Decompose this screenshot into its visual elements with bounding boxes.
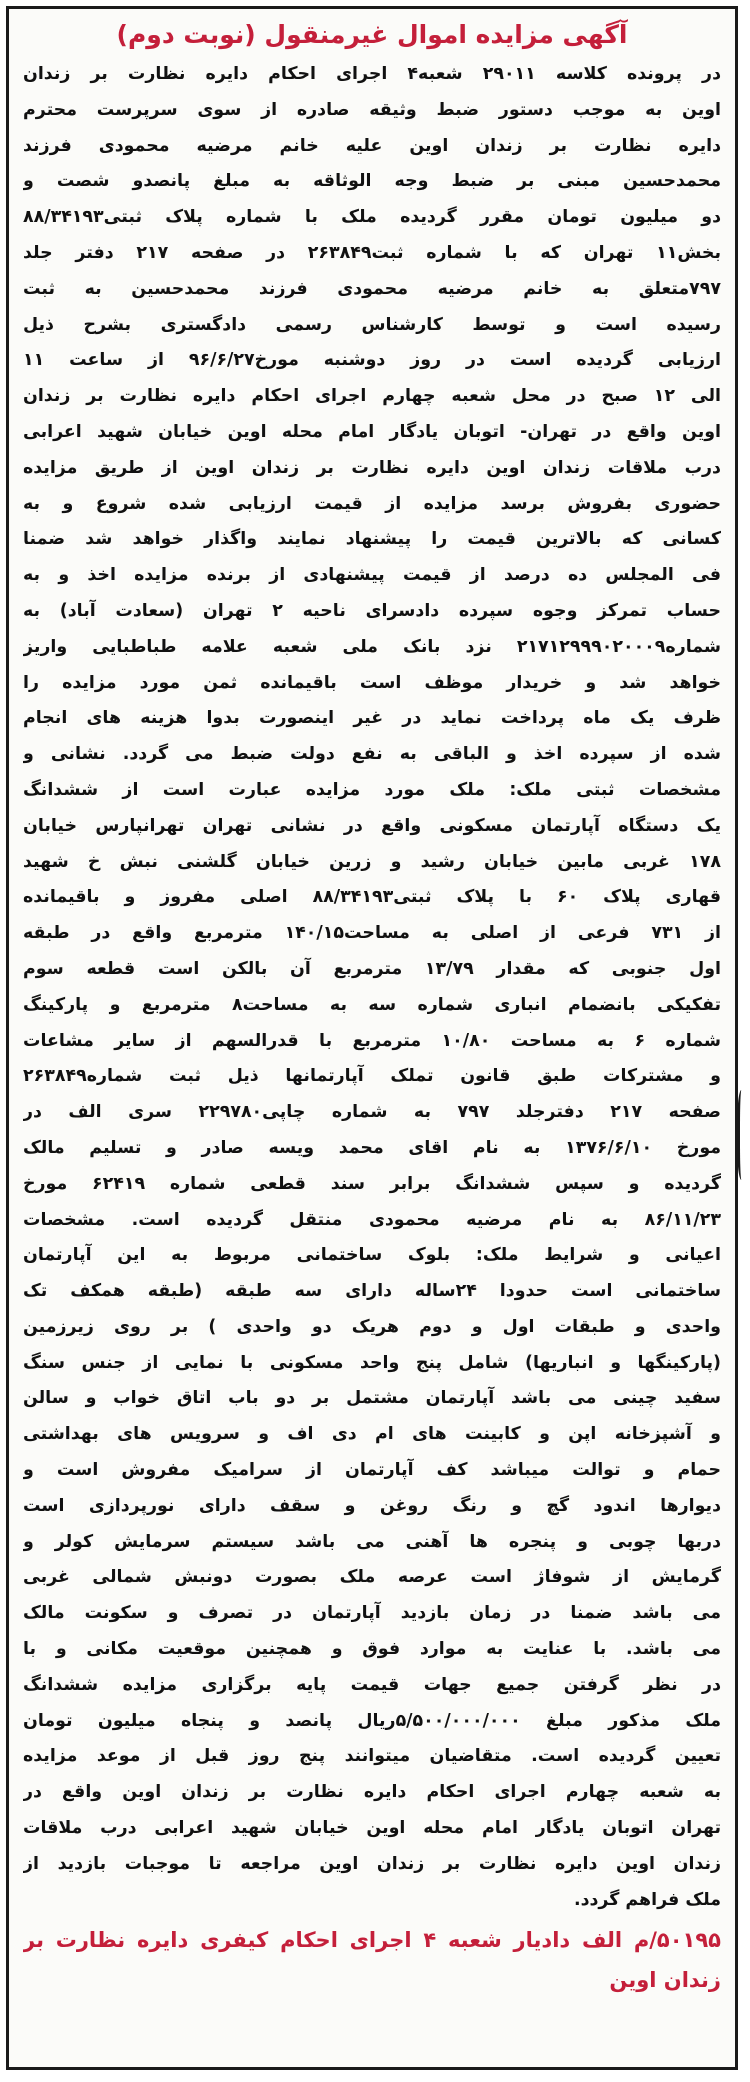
body-line: قهاری پلاک ۶۰ با پلاک ثبتی۸۸/۳۴۱۹۳ اصلی مفروز و باقیمانده bbox=[23, 887, 721, 908]
body-line: شماره۲۱۷۱۲۹۹۹۰۲۰۰۰۹ نزد بانک ملی شعبه علامه طباطبایی واریز bbox=[23, 636, 721, 657]
body-line: می باشد ضمنا در زمان بازدید آپارتمان در تصرف و سکونت مالک bbox=[23, 1603, 721, 1624]
body-line: واحدی و طبقات اول و دوم هریک دو واحدی ) بر روی زیرزمین bbox=[23, 1316, 721, 1337]
notice-signature bbox=[23, 1920, 721, 2000]
body-line: درب ملاقات زندان اوین دایره نظارت بر زندان اوین از طریق مزایده bbox=[23, 457, 721, 478]
body-line: رسیده است و توسط کارشناس رسمی دادگستری بشرح ذیل bbox=[23, 314, 721, 335]
body-line: خواهد شد و خریدار موظف است باقیمانده ثمن مورد مزایده را bbox=[23, 672, 721, 693]
body-line: ارزیابی گردیده است در روز دوشنبه مورخ۹۶/۶/۲۷ از ساعت ۱۱ bbox=[23, 350, 721, 371]
body-line: اوین به موجب دستور ضبط وثیقه صادره از سوی سرپرست محترم bbox=[23, 99, 721, 120]
body-line: الی ۱۲ صبح در محل شعبه چهارم اجرای احکام دایره نظارت بر زندان bbox=[23, 386, 721, 407]
body-line: ساختمانی است حدودا ۲۴ساله دارای سه طبقه (طبقه همکف تک bbox=[23, 1281, 721, 1302]
body-line: دیوارها اندود گچ و رنگ روغن و سقف دارای نورپردازی است bbox=[23, 1495, 721, 1516]
body-line: و آشپزخانه اپن و کابینت های ام دی اف و سرویس های بهداشتی bbox=[23, 1424, 721, 1445]
body-line: می باشد. با عنایت به موارد فوق و همچنین موقعیت مکانی و با bbox=[23, 1639, 721, 1660]
notice-body bbox=[23, 57, 721, 1918]
body-line: یک دستگاه آپارتمان مسکونی واقع در نشانی تهران تهرانپارس خیابان bbox=[23, 815, 721, 836]
body-line: دربها چوبی و پنجره ها آهنی می باشد سیستم سرمایش کولر و bbox=[23, 1531, 721, 1552]
body-line: و مشترکات طبق قانون تملک آپارتمانها ذیل ثبت شماره۲۶۳۸۴۹ bbox=[23, 1066, 721, 1087]
body-line: (پارکینگها و انباریها) شامل پنج واحد مسکونی با نمایی از جنس سنگ bbox=[23, 1352, 721, 1373]
body-line: حضوری بفروش برسد مزایده از قیمت ارزیابی شده شروع و به bbox=[23, 493, 721, 514]
body-line: صفحه ۲۱۷ دفترجلد ۷۹۷ به شماره چاپی۲۲۹۷۸۰ سری الف در bbox=[23, 1102, 721, 1123]
body-line: ملک فراهم گردد. bbox=[573, 1889, 721, 1910]
body-line: کسانی که بالاترین قیمت را پیشنهاد نمایند واگذار خواهد شد ضمنا bbox=[23, 529, 721, 550]
body-line: زندان اوین دایره نظارت بر زندان اوین مراجعه تا موجبات بازدید از bbox=[23, 1853, 721, 1874]
body-line: اول جنوبی که مقدار ۱۳/۷۹ مترمربع آن بالکن است قطعه سوم bbox=[23, 958, 721, 979]
body-line: مورخ ۱۳۷۶/۶/۱۰ به نام اقای محمد ویسه صادر و تسلیم مالک bbox=[23, 1137, 721, 1158]
body-line: دایره نظارت بر زندان اوین علیه خانم مرضیه محمودی فرزند bbox=[23, 135, 721, 156]
body-line: دو میلیون تومان مقرر گردیده ملک با شماره پلاک ثبتی۸۸/۳۴۱۹۳ bbox=[23, 207, 721, 228]
body-line: از ۷۳۱ فرعی از اصلی به مساحت۱۴۰/۱۵ مترمربع واقع در طبقه bbox=[23, 923, 721, 944]
body-line: ۸۶/۱۱/۲۳ به نام مرضیه محمودی منتقل گردیده است. مشخصات bbox=[23, 1209, 721, 1230]
body-line: بخش۱۱ تهران که با شماره ثبت۲۶۳۸۴۹ در صفحه ۲۱۷ دفتر جلد bbox=[23, 242, 721, 263]
body-line: به شعبه چهارم اجرای احکام دایره نظارت بر زندان اوین واقع در bbox=[23, 1782, 721, 1803]
body-line: شده از سپرده اخذ و الباقی به نفع دولت ضبط می گردد. نشانی و bbox=[23, 744, 721, 765]
signature-line: ۵۰۱۹۵/م الف دادیار شعبه ۴ اجرای احکام کیفری دایره نظارت بر bbox=[23, 1928, 721, 1953]
body-line: سفید چینی می باشد آپارتمان مشتمل بر دو باب اتاق خواب و سالن bbox=[23, 1388, 721, 1409]
page-edge-mark bbox=[737, 1090, 748, 1180]
notice-title: آگهی مزایده اموال غیرمنقول (نوبت دوم) bbox=[116, 20, 628, 49]
body-line: گرمایش از شوفاژ است عرصه ملک بصورت دونبش شمالی غربی bbox=[23, 1567, 721, 1588]
body-line: در نظر گرفتن جمیع جهات قیمت پایه برگزاری مزایده ششدانگ bbox=[23, 1674, 721, 1695]
body-line: تفکیکی بانضمام انباری شماره سه به مساحت۸ مترمربع و پارکینگ bbox=[23, 994, 721, 1015]
body-line: گردیده و سپس ششدانگ برابر سند قطعی شماره ۶۲۴۱۹ مورخ bbox=[23, 1173, 721, 1194]
body-line: ملک مذکور مبلغ ۵/۵۰۰/۰۰۰/۰۰۰ریال پانصد و پنجاه میلیون تومان bbox=[23, 1710, 721, 1731]
signature-line: زندان اوین bbox=[609, 1968, 721, 1993]
body-line: فی المجلس ده درصد از قیمت پیشنهادی از برنده مزایده اخذ و به bbox=[23, 565, 721, 586]
body-line: اعیانی و شرایط ملک: بلوک ساختمانی مربوط به این آپارتمان bbox=[23, 1245, 721, 1266]
body-line: محمدحسین مبنی بر ضبط وجه الوثاقه به مبلغ پانصدو شصت و bbox=[23, 171, 721, 192]
body-line: شماره ۶ به مساحت ۱۰/۸۰ مترمربع با قدرالسهم از سایر مشاعات bbox=[23, 1030, 721, 1051]
body-line: ظرف یک ماه پرداخت نماید در غیر اینصورت بدوا هزینه های انجام bbox=[23, 708, 721, 729]
body-line: ۷۹۷متعلق به خانم مرضیه محمودی فرزند محمدحسین به ثبت bbox=[23, 278, 721, 299]
body-line: تعیین گردیده است. متقاضیان میتوانند پنج روز قبل از موعد مزایده bbox=[23, 1746, 721, 1767]
body-line: اوین واقع در تهران- اتوبان یادگار امام محله اوین خیابان شهید اعرابی bbox=[23, 421, 721, 442]
body-line: حساب تمرکز وجوه سپرده دادسرای ناحیه ۲ تهران (سعادت آباد) به bbox=[23, 600, 721, 621]
body-line: تهران اتوبان یادگار امام محله اوین خیابان شهید اعرابی درب ملاقات bbox=[23, 1818, 721, 1839]
body-line: در پرونده کلاسه ۲۹۰۱۱ شعبه۴ اجرای احکام دایره نظارت بر زندان bbox=[23, 64, 721, 84]
body-line: ۱۷۸ غربی مابین خیابان رشید و زرین خیابان گلشنی نبش خ شهید bbox=[23, 851, 721, 872]
body-line: مشخصات ثبتی ملک: ملک مورد مزایده عبارت است از ششدانگ bbox=[23, 779, 721, 800]
body-line: حمام و توالت میباشد کف آپارتمان از سرامیک مفروش است و bbox=[23, 1460, 721, 1481]
notice-frame bbox=[6, 6, 738, 2070]
